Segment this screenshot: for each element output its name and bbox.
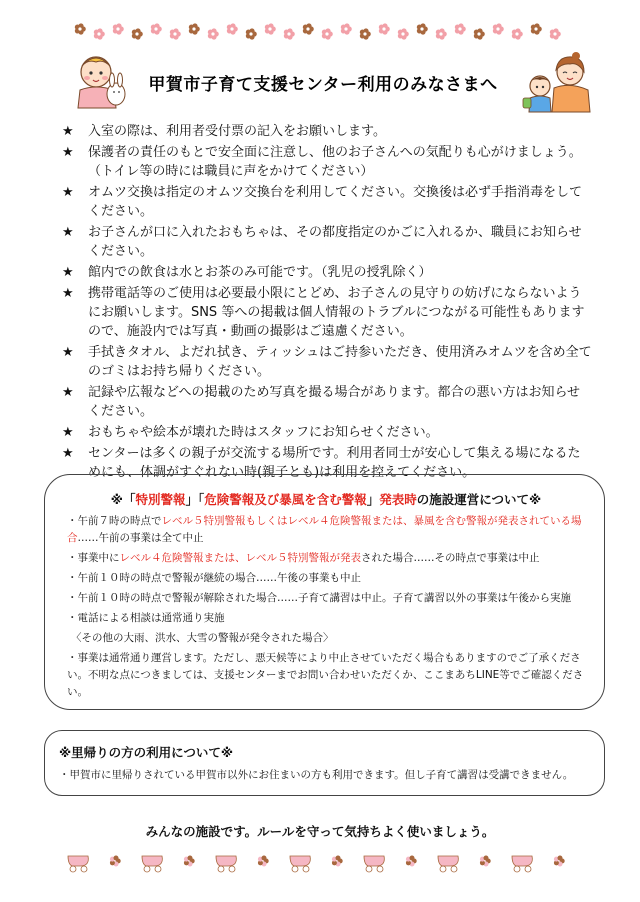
stroller-icon [184,855,195,866]
flower-icon [550,28,561,39]
star-bullet-icon: ★ [62,124,74,139]
list-item: ★ 保護者の責任のもとで安全面に注意し、他のお子さんへの気配りも心がけましょう。 （トイレ等の時には職員に声をかけてください） [62,145,582,179]
stroller-icon [110,855,121,866]
flower-icon [474,28,485,39]
warning-item: ・午前１０時の時点で警報が解除された場合……子育て講習は中止。子育て講習以外の事業は午後から実施 [67,592,571,604]
rules-list [62,122,592,484]
stroller-icon [68,856,88,872]
stroller-icon [406,855,417,866]
list-item: ★ 入室の際は、利用者受付票の記入をお願いします。 [62,124,386,139]
flower-icon [113,23,124,34]
stroller-icon [364,856,384,872]
list-item: ★ 記録や広報などへの掲載のため写真を撮る場合があります。都合の悪い方はお知らせください。 [62,385,581,419]
flower-icon [284,28,295,39]
flower-icon [94,28,105,39]
flower-icon [170,28,181,39]
satogaeri-body: ・甲賀市に里帰りされている甲賀市以外にお住まいの方も利用できます。但し子育て講習は受講できません。 [59,769,574,781]
flower-icon [189,23,200,34]
star-bullet-icon: ★ [62,345,74,360]
warning-item: ・事業中にレベル４危険警報または、レベル５特別警報が発表された場合……その時点で事業は中止 [67,552,540,564]
flower-icon [398,28,409,39]
star-bullet-icon: ★ [62,225,74,240]
flower-icon [360,28,371,39]
flower-icon [455,23,466,34]
flower-icon [379,23,390,34]
page-title: 甲賀市子育て支援センター利用のみなさまへ [148,75,498,95]
stroller-icon [480,855,491,866]
flower-icon [512,28,523,39]
star-bullet-icon: ★ [62,425,74,440]
flower-icon [265,23,276,34]
flower-icon [151,23,162,34]
stroller-icon [216,856,236,872]
warning-item: ・午前１０時の時点で警報が継続の場合……午後の事業も中止 [67,572,361,584]
star-bullet-icon: ★ [62,446,74,461]
flower-icon [322,28,333,39]
star-bullet-icon: ★ [62,265,74,280]
flower-icon [341,23,352,34]
list-item: ★ 手拭きタオル、よだれ拭き、ティッシュはご持参いただき、使用済みオムツを含め全てのゴミはお持ち帰りください。 [62,345,592,379]
satogaeri-box [44,730,605,796]
stroller-icon [258,855,269,866]
stroller-icon [554,855,565,866]
baby-with-bunny-illustration-icon [70,50,132,112]
stroller-icon [332,855,343,866]
closing-message: みんなの施設です。ルールを守って気持ちよく使いましょう。 [145,824,495,839]
list-item: ★ おもちゃや絵本が壊れた時はスタッフにお知らせください。 [62,425,439,440]
stroller-icon [142,856,162,872]
flower-border-top-icon [70,20,570,42]
warning-item: ・午前７時の時点でレベル５特別警報もしくはレベル４危険警報または、暴風を含む警報が発表されている場合……午前の事業は全て中止 [67,515,582,544]
flower-icon [303,23,314,34]
warning-operation-box [44,474,605,710]
flower-icon [246,28,257,39]
star-bullet-icon: ★ [62,286,74,301]
list-item: ★ オムツ交換は指定のオムツ交換台を利用してください。交換後は必ず手指消毒をしてください。 [62,185,583,219]
list-item: ★ 携帯電話等のご使用は必要最小限にとどめ、お子さんの見守りの妨げにならないようにお願いします。SNS 等への掲載は個人情報のトラブルにつながる可能性もありますので、施設内では写真・動画の撮影はご遠慮ください。 [62,286,585,339]
flower-icon [436,28,447,39]
star-bullet-icon: ★ [62,185,74,200]
warning-item: ・事業は通常通り運営します。ただし、悪天候等により中止させていただく場合もありますのでご了承ください。不明な点につきましては、支援センターまでお問い合わせいただくか、ここまあちLINE等でご確認ください。 [67,652,584,698]
flower-icon [132,28,143,39]
flower-icon [417,23,428,34]
star-bullet-icon: ★ [62,145,74,160]
star-bullet-icon: ★ [62,385,74,400]
list-item: ★ 館内での飲食は水とお茶のみ可能です。（乳児の授乳除く） [62,265,432,280]
mother-and-child-illustration-icon [518,52,594,114]
flower-icon [227,23,238,34]
warning-item: ・電話による相談は通常通り実施 [67,612,225,624]
warning-box-heading: ※「特別警報」「危険警報及び暴風を含む警報」発表時の施設運営について※ [110,492,542,507]
stroller-icon [290,856,310,872]
flower-icon [208,28,219,39]
flower-icon [75,23,86,34]
stroller-icon [438,856,458,872]
flower-icon [531,23,542,34]
stroller-border-bottom-icon [62,848,582,874]
satogaeri-heading: ※里帰りの方の利用について※ [59,745,234,760]
list-item: ★ センターは多くの親子が交流する場所です。利用者同士が安心して集える場になるためにも、体調がすぐれない時(親子とも)は利用を控えてください。 [62,446,581,480]
warning-subheading: 〈その他の大雨、洪水、大雪の警報が発令された場合〉 [71,632,334,644]
flower-icon [493,23,504,34]
stroller-icon [512,856,532,872]
list-item: ★ お子さんが口に入れたおもちゃは、その都度指定のかごに入れるか、職員にお知らせください。 [62,225,582,259]
